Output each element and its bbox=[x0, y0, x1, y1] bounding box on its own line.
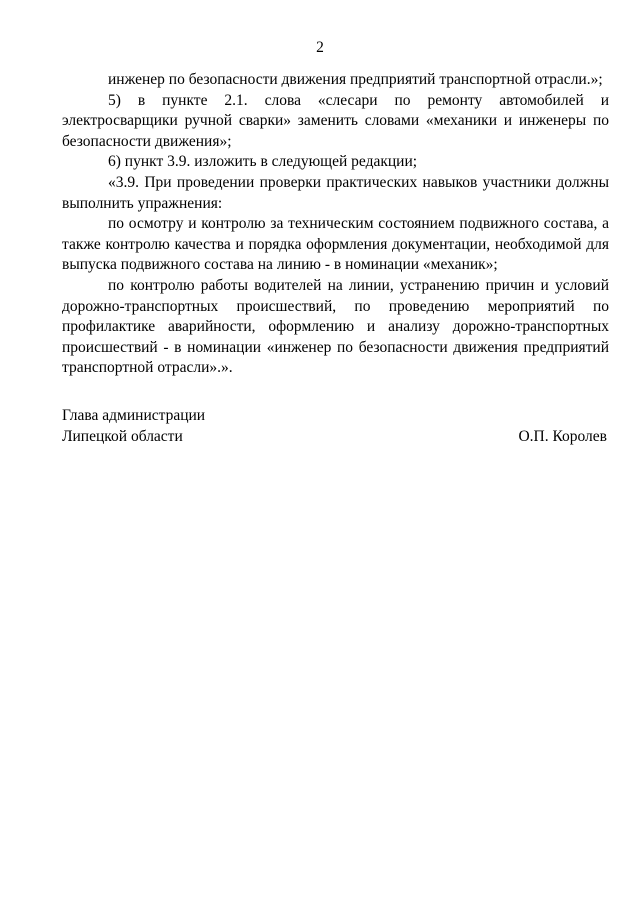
paragraph-item-5: 5) в пункте 2.1. слова «слесари по ремонту автомобилей и электросварщики ручной сварки» заменить словами «механики и инженеры по безопасности движения»; bbox=[62, 91, 609, 150]
signatory-position-line1: Глава администрации bbox=[62, 407, 206, 424]
signature-block bbox=[62, 405, 609, 447]
paragraph-continuation: инженер по безопасности движения предприятий транспортной отрасли.»; bbox=[108, 71, 603, 88]
paragraph-item-6: 6) пункт 3.9. изложить в следующей редакции; bbox=[108, 153, 418, 171]
paragraph-clause-3-9: «3.9. При проведении проверки практических навыков участники должны выполнить упражнения: bbox=[62, 173, 609, 212]
page-number: 2 bbox=[316, 39, 324, 56]
document-body bbox=[62, 70, 609, 379]
signatory-position-line2: Липецкой области bbox=[62, 428, 183, 445]
signatory-name: О.П. Королев bbox=[518, 428, 607, 445]
paragraph-exercise-mechanic: по осмотру и контролю за техническим состоянием подвижного состава, а также контролю качества и порядка оформления документации, необходимой для выпуска подвижного состава на линию - в номинации «механик»; bbox=[62, 215, 609, 274]
paragraph-exercise-engineer: по контролю работы водителей на линии, устранению причин и условий дорожно-транспортных происшествий, по проведению мероприятий по профилактике аварийности, оформлению и анализу дорожно-транспортных происшествий - в номинации «инженер по безопасности движения предприятий транспортной отрасли».». bbox=[62, 276, 609, 377]
